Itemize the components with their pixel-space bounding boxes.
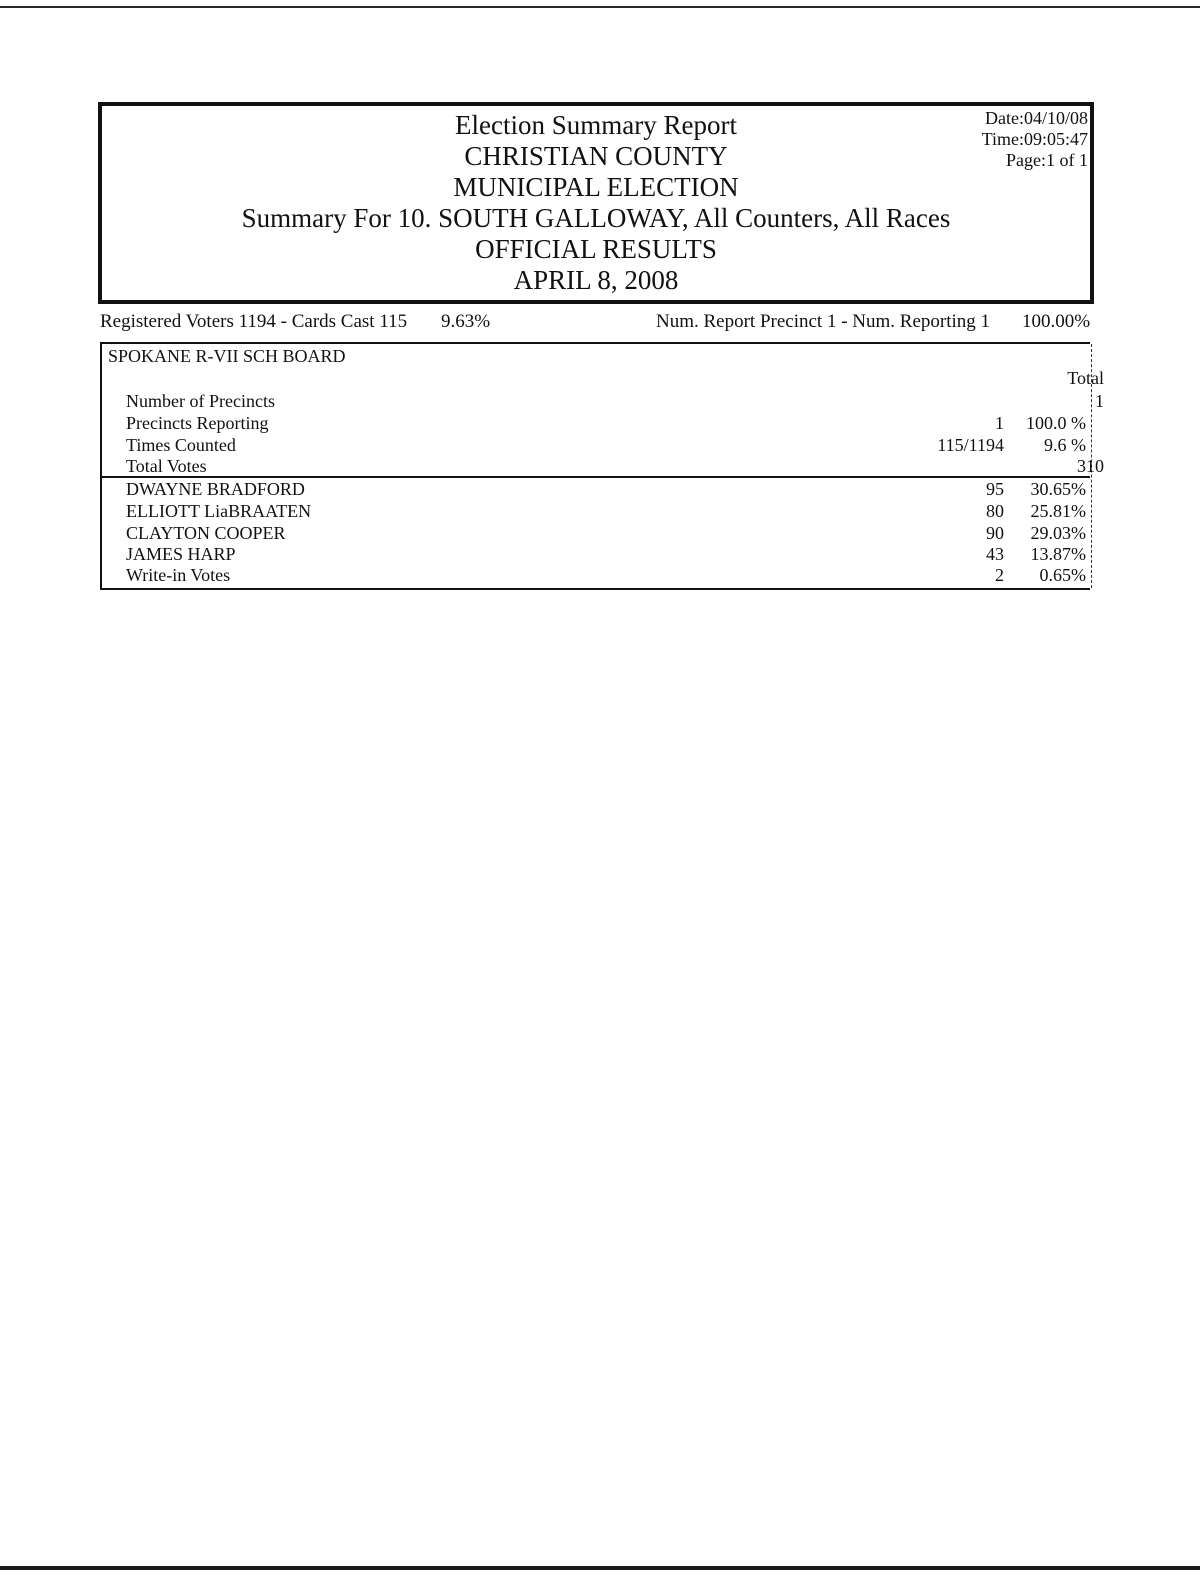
candidate-percent: 0.65%: [1039, 565, 1086, 585]
report-meta: [982, 108, 1088, 171]
candidate-row: [102, 543, 1090, 565]
race-results-box: [100, 342, 1104, 590]
county-name: CHRISTIAN COUNTY: [464, 141, 728, 171]
scan-edge-bottom: [0, 1566, 1200, 1570]
election-name: MUNICIPAL ELECTION: [453, 172, 739, 202]
race-title: SPOKANE R-VII SCH BOARD: [108, 346, 346, 366]
stat-total: 115/1194: [937, 435, 1004, 455]
candidate-percent: 25.81%: [1030, 501, 1086, 521]
report-time: Time:09:05:47: [981, 129, 1088, 149]
stat-label: Times Counted: [126, 435, 236, 455]
candidate-votes: 2: [995, 565, 1004, 585]
candidate-name: DWAYNE BRADFORD: [126, 479, 305, 499]
candidate-name: Write-in Votes: [126, 565, 231, 585]
registered-voters-summary: Registered Voters 1194 - Cards Cast 115: [100, 311, 408, 332]
stat-label: Precincts Reporting: [126, 413, 269, 433]
scan-edge-top: [0, 6, 1200, 8]
stat-row: [102, 434, 1090, 456]
stat-row: [102, 412, 1090, 434]
stat-total: 1: [995, 413, 1004, 433]
report-date: Date:04/10/08: [985, 108, 1088, 128]
results-status: OFFICIAL RESULTS: [475, 234, 717, 264]
report-page: Page:1 of 1: [1006, 150, 1088, 170]
candidate-percent: 29.03%: [1030, 523, 1086, 543]
stat-row: [102, 455, 1104, 477]
candidate-row: [102, 500, 1090, 522]
candidate-row: [102, 478, 1090, 500]
report-title: Election Summary Report: [455, 110, 737, 140]
stat-percent: 100.0 %: [1026, 413, 1086, 433]
candidate-name: CLAYTON COOPER: [126, 523, 286, 543]
candidate-percent: 30.65%: [1030, 479, 1086, 499]
stat-total: 310: [1077, 456, 1104, 476]
stat-percent: 9.6 %: [1044, 435, 1086, 455]
stat-label: Number of Precincts: [126, 391, 275, 411]
candidate-votes: 80: [986, 501, 1004, 521]
candidate-votes: 90: [986, 523, 1004, 543]
stat-row: [102, 390, 1104, 412]
turnout-percent: 9.63%: [441, 311, 491, 332]
election-date: APRIL 8, 2008: [513, 265, 679, 295]
candidate-votes: 43: [986, 544, 1004, 564]
stat-total: 1: [1095, 391, 1104, 411]
report-header-box: [98, 102, 1094, 304]
candidate-percent: 13.87%: [1030, 544, 1086, 564]
report-title-block: [102, 110, 1090, 296]
candidate-row: [102, 564, 1090, 586]
total-column-header: Total: [1067, 368, 1104, 388]
candidate-name: ELLIOTT LiaBRAATEN: [126, 501, 312, 521]
reporting-percent: 100.00%: [1022, 311, 1091, 332]
precinct-reporting-summary: Num. Report Precinct 1 - Num. Reporting 1: [656, 311, 991, 332]
candidate-votes: 95: [986, 479, 1004, 499]
stat-label: Total Votes: [126, 456, 207, 476]
candidate-name: JAMES HARP: [126, 544, 236, 564]
summary-scope: Summary For 10. SOUTH GALLOWAY, All Counters, All Races: [241, 203, 951, 233]
candidate-row: [102, 522, 1090, 544]
